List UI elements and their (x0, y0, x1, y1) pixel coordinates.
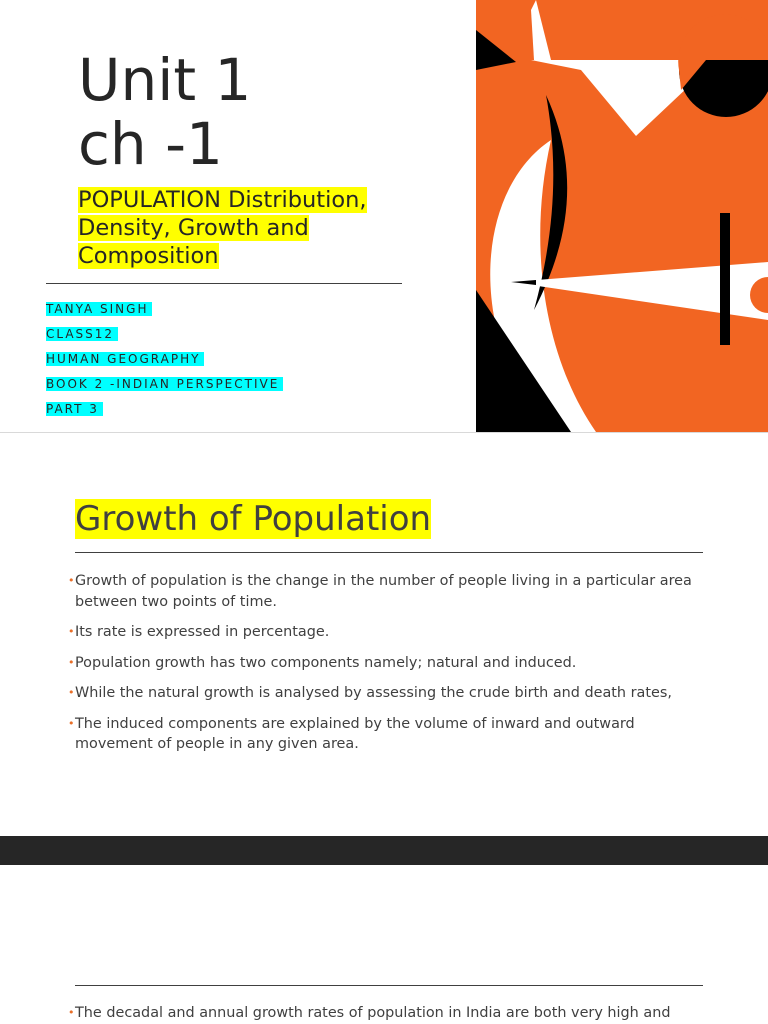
bullet-item (68, 683, 708, 704)
title-divider (46, 283, 402, 284)
book-label: BOOK 2 -INDIAN PERSPECTIVE (46, 377, 283, 391)
bullet-icon: • (68, 686, 75, 699)
author-info-list (46, 297, 283, 422)
slide-heading-text: Growth of Population (75, 499, 432, 539)
bullet-icon: • (68, 1006, 75, 1019)
bullet-item (68, 653, 708, 674)
slide-heading (75, 499, 431, 539)
bullet-text: The induced components are explained by the volume of inward and outward movement of people in any given area. (75, 715, 635, 752)
author-info-item (46, 372, 283, 397)
heading-divider (75, 552, 703, 553)
bullet-text: Growth of population is the change in the number of people living in a particular area between two points of time. (75, 573, 692, 610)
title-slide (0, 0, 768, 432)
bullet-item (68, 622, 708, 643)
bullet-icon: • (68, 574, 75, 587)
slide-title (78, 48, 251, 176)
bullet-item (68, 1003, 708, 1024)
subject-label: HUMAN GEOGRAPHY (46, 352, 204, 366)
bullet-text: While the natural growth is analysed by assessing the crude birth and death rates, (75, 685, 672, 701)
author-name: TANYA SINGH (46, 302, 152, 316)
bullet-item (68, 571, 708, 612)
bullet-list (68, 571, 708, 765)
author-info-item (46, 297, 283, 322)
bullet-icon: • (68, 716, 75, 730)
bullet-item (68, 714, 708, 755)
bullet-text: Population growth has two components namely; natural and induced. (75, 654, 577, 671)
bullet-text: The decadal and annual growth rates of population in India are both very high and (75, 1005, 671, 1021)
bullet-list (68, 1003, 708, 1024)
heading-divider (75, 985, 703, 986)
slide-subtitle (78, 186, 418, 270)
part-label: PART 3 (46, 402, 103, 416)
bullet-text: Its rate is expressed in percentage. (75, 624, 330, 640)
slide-subtitle-text: POPULATION Distribution, Density, Growth and Composition (78, 187, 367, 269)
author-info-item (46, 322, 283, 347)
growth-rates-slide (0, 865, 768, 1024)
class-label: CLASS12 (46, 327, 118, 341)
slide-separator-bar (0, 836, 768, 865)
slide-title-line-1: Unit 1 (78, 46, 252, 114)
abstract-art-image (476, 0, 768, 432)
art-black-bar (720, 213, 730, 345)
author-info-item (46, 397, 283, 422)
bullet-icon: • (68, 655, 75, 669)
slide-title-line-2: ch -1 (78, 110, 223, 178)
bullet-icon: • (68, 625, 75, 638)
growth-of-population-slide (0, 433, 768, 836)
author-info-item (46, 347, 283, 372)
